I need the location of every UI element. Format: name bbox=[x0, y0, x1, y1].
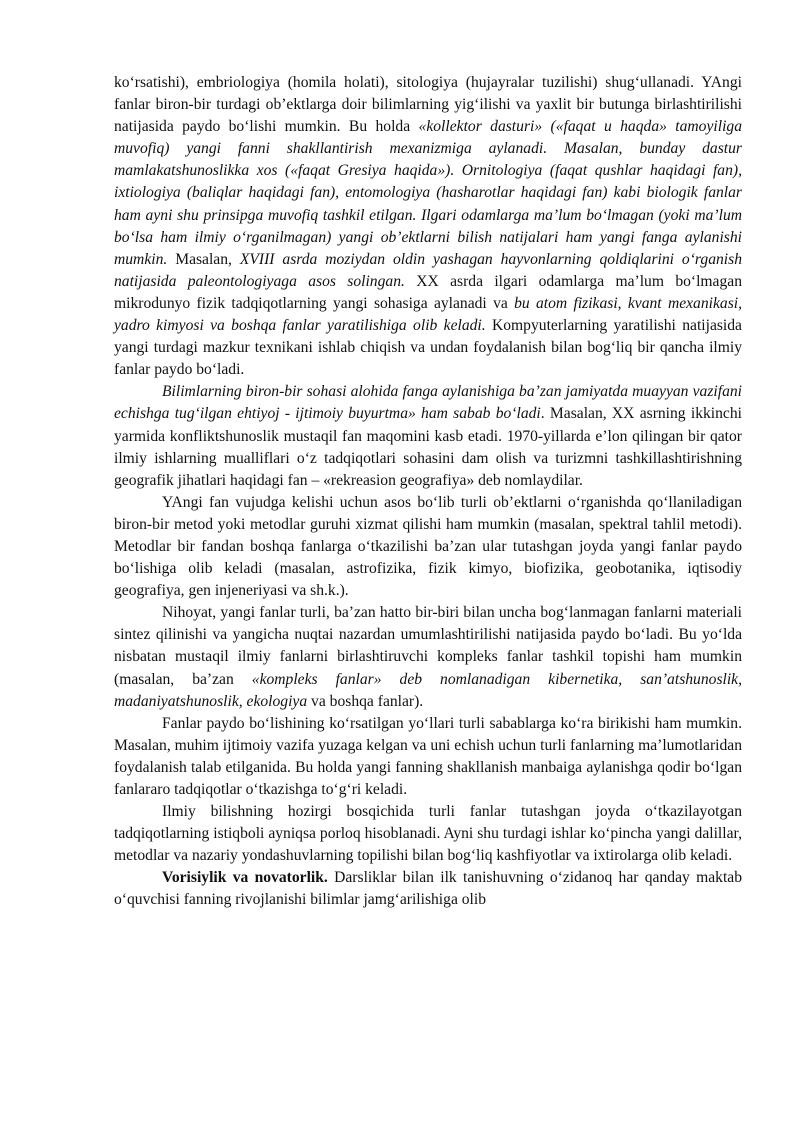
paragraph bbox=[114, 381, 742, 491]
text-run: Kompyuterlarning yaratilishi natijasida yangi turdagi mazkur texnikani ishlab chiqish va undan foydalanish bilan bog‘liq bir qancha ilmiy fanlar paydo bo‘ladi. bbox=[114, 317, 742, 379]
italic-text: Bilimlarning biron-bir sohasi alohida fanga aylanishiga ba’zan jamiyatda muayyan vazifani echishga tug‘ilgan ehtiyoj - ijtimoiy buyurtma» ham sabab bo‘ladi bbox=[114, 383, 742, 423]
paragraph bbox=[114, 713, 742, 801]
paragraph bbox=[114, 867, 742, 911]
text-run: XX asrda ilgari odamlarga ma’lum bo‘lmagan mikrodunyo fizik tadqiqotlarning yangi sohasiga aylanadi va bbox=[114, 272, 742, 312]
section-heading: Vorisiylik va novatorlik. bbox=[162, 869, 328, 887]
paragraph bbox=[114, 602, 742, 712]
italic-text: «kollektor dasturi» («faqat u haqda» tamoyiliga muvofiq) yangi fanni shakllantirish mexanizmiga aylanadi. Masalan, bunday dastur mamlakatshunoslikka xos («faqat Gresiya haqida»). Ornitologiya (faqat qushlar haqidagi fan), ixtiologiya (baliqlar haqidagi fan), entomologiya (hasharotlar haqidagi fan) kabi biologik fanlar ham ayni shu prinsipga muvofiq tashkil etilgan. Ilgari odamlarga ma’lum bo‘lmagan (yoki ma’lum bo‘lsa ham ilmiy o‘rganilmagan) yangi ob’ektlarni bilish natijalari ham yangi fanga aylanishi mumkin. bbox=[114, 118, 742, 268]
text-run: . Masalan, XX asrning ikkinchi yarmida konfliktshunoslik mustaqil fan maqomini kasb etadi. 1970-yillarda e’lon qilingan bir qator ilmiy ishlarning mualliflari o‘z tadqiqotlari sohasini dam olish va turizmni tashkillashtirishning geografik jihatlari haqidagi fan – «rekreasion geografiya» deb nomlaydilar. bbox=[114, 405, 742, 489]
paragraph bbox=[114, 492, 742, 602]
paragraph bbox=[114, 801, 742, 867]
text-run: va boshqa fanlar). bbox=[307, 692, 424, 710]
document-page bbox=[114, 72, 742, 912]
text-run: ko‘rsatishi), embriologiya (homila holati), sitologiya (hujayralar tuzilishi) shug‘ullanadi. YAngi fanlar biron-bir turdagi ob’ektlarga doir bilimlarning yig‘ilishi va yaxlit bir butunga birlashtirilishi natijasida paydo bo‘lishi mumkin. Bu holda bbox=[114, 74, 742, 136]
italic-text: XVIII asrda moziydan oldin yashagan hayvonlarning qoldiqlarini o‘rganish natijasida paleontologiyaga asos solingan. bbox=[114, 250, 742, 290]
text-run: Ilmiy bilishning hozirgi bosqichida turli fanlar tutashgan joyda o‘tkazilayotgan tadqiqotlarning istiqboli ayniqsa porloq hisoblanadi. Ayni shu turdagi ishlar ko‘pincha yangi dalillar, metodlar va nazariy yondashuvlarning topilishi bilan bog‘liq kashfiyotlar va ixtirolarga olib keladi. bbox=[114, 803, 742, 865]
italic-text: bu atom fizikasi, kvant mexanikasi, yadro kimyosi va boshqa fanlar yaratilishiga olib keladi. bbox=[114, 294, 742, 335]
italic-text: «kompleks fanlar» deb nomlanadigan kibernetika, san’atshunoslik, madaniyatshunoslik, ekologiya bbox=[114, 670, 742, 710]
paragraph bbox=[114, 72, 742, 381]
text-run: Darsliklar bilan ilk tanishuvning o‘zidanoq har qanday maktab o‘quvchisi fanning rivojlanishi bilimlar jamg‘arilishiga olib bbox=[114, 869, 742, 909]
text-run: Fanlar paydo bo‘lishining ko‘rsatilgan yo‘llari turli sabablarga ko‘ra birikishi ham mumkin. Masalan, muhim ijtimoiy vazifa yuzaga kelgan va uni echish uchun turli fanlarning ma’lumotlaridan foydalanish talab etilganida. Bu holda yangi fanning shakllanish manbaiga aylanishga qodir bo‘lgan fanlararo tadqiqotlar o‘tkazishga to‘g‘ri keladi. bbox=[114, 714, 742, 798]
text-run: YAngi fan vujudga kelishi uchun asos bo‘lib turli ob’ektlarni o‘rganishda qo‘llaniladigan biron-bir metod yoki metodlar guruhi xizmat qilishi ham mumkin (masalan, spektral tahlil metodi). Metodlar bir fandan boshqa fanlarga o‘tkazilishi ba’zan ular tutashgan joyda yangi fanlar paydo bo‘lishiga olib keladi (masalan, astrofizika, fizik kimyo, biofizika, geobotanika, iqtisodiy geografiya, gen injeneriyasi va sh.k.). bbox=[114, 493, 742, 600]
text-run: Nihoyat, yangi fanlar turli, ba’zan hatto bir-biri bilan uncha bog‘lanmagan fanlarni materiali sintez qilinishi va yangicha nuqtai nazardan umumlashtirilishi natijasida paydo bo‘ladi. Bu yo‘lda nisbatan mustaqil ilmiy fanlarni birlashtiruvchi kompleks fanlar tashkil topishi ham mumkin (masalan, ba’zan bbox=[114, 604, 742, 688]
text-run: Masalan, bbox=[167, 250, 240, 268]
